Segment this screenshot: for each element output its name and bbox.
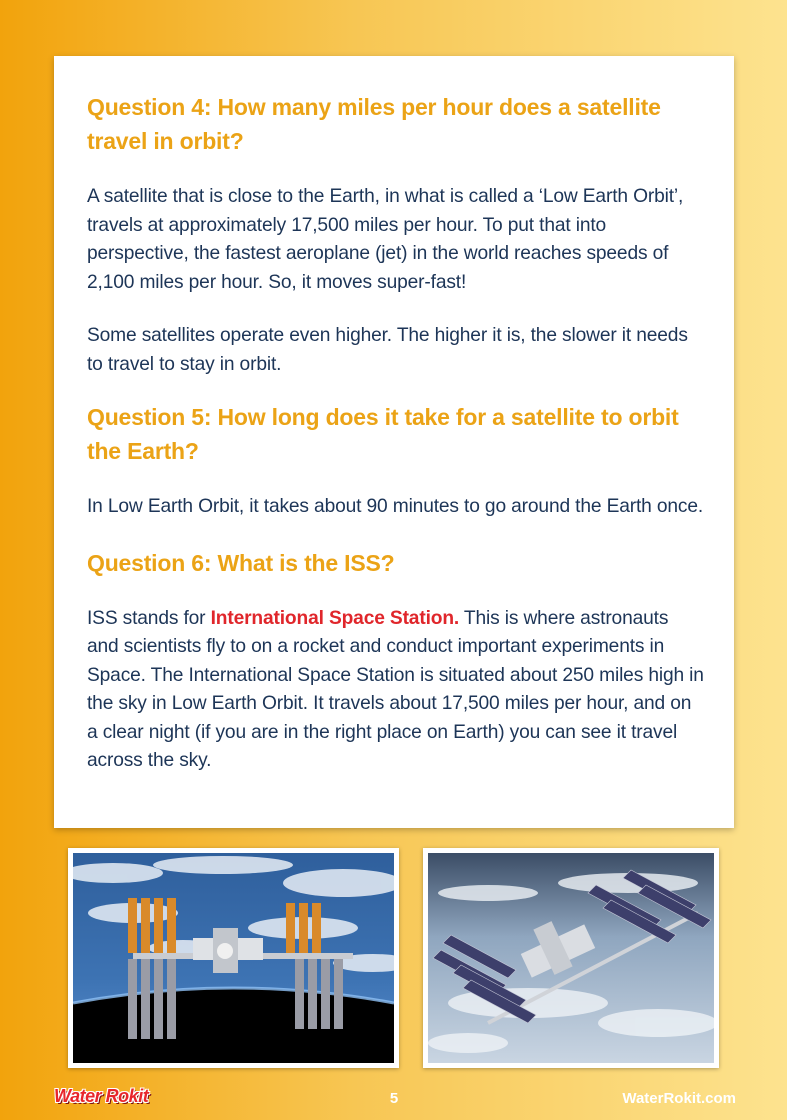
question-4-paragraph-2: Some satellites operate even higher. The higher it is, the slower it needs to travel to stay in orbit. [87, 325, 688, 375]
question-6-paragraph [87, 605, 704, 776]
iss-orbit-image [428, 853, 714, 1063]
content-card [54, 56, 734, 828]
iss-photo-left [68, 848, 399, 1068]
iss-highlight: International Space Station. [210, 607, 460, 629]
question-6-heading: Question 6: What is the ISS? [87, 549, 395, 576]
water-rokit-logo: Water Rokit [54, 1086, 149, 1106]
question-4-paragraph-1: A satellite that is close to the Earth, in what is called a ‘Low Earth Orbit’, travels at approximately 17,500 miles per hour. To put that into perspective, the fastest aeroplane (jet) in the world reaches speeds of 2,100 miles per hour. So, it moves super-fast! [87, 186, 684, 293]
iss-photo-right [423, 848, 719, 1068]
website-url[interactable]: WaterRokit.com [622, 1090, 736, 1107]
page-number: 5 [389, 1090, 399, 1107]
question-4-heading: Question 4: How many miles per hour does a satellite travel in orbit? [87, 94, 661, 154]
iss-over-earth-image [73, 853, 394, 1063]
question-6-text-start: ISS stands for [87, 607, 211, 629]
question-5-heading: Question 5: How long does it take for a satellite to orbit the Earth? [87, 404, 679, 464]
question-6-text-end: This is where astronauts and scientists fly to on a rocket and conduct important experiments in Space. The International Space Station is situated about 250 miles high in the sky in Low Earth Orbit. It travels about 17,500 miles per hour, and on a clear night (if you are in the right place on Earth) you can see it travel across the sky. [87, 607, 704, 771]
question-5-paragraph: In Low Earth Orbit, it takes about 90 minutes to go around the Earth once. [87, 496, 704, 517]
